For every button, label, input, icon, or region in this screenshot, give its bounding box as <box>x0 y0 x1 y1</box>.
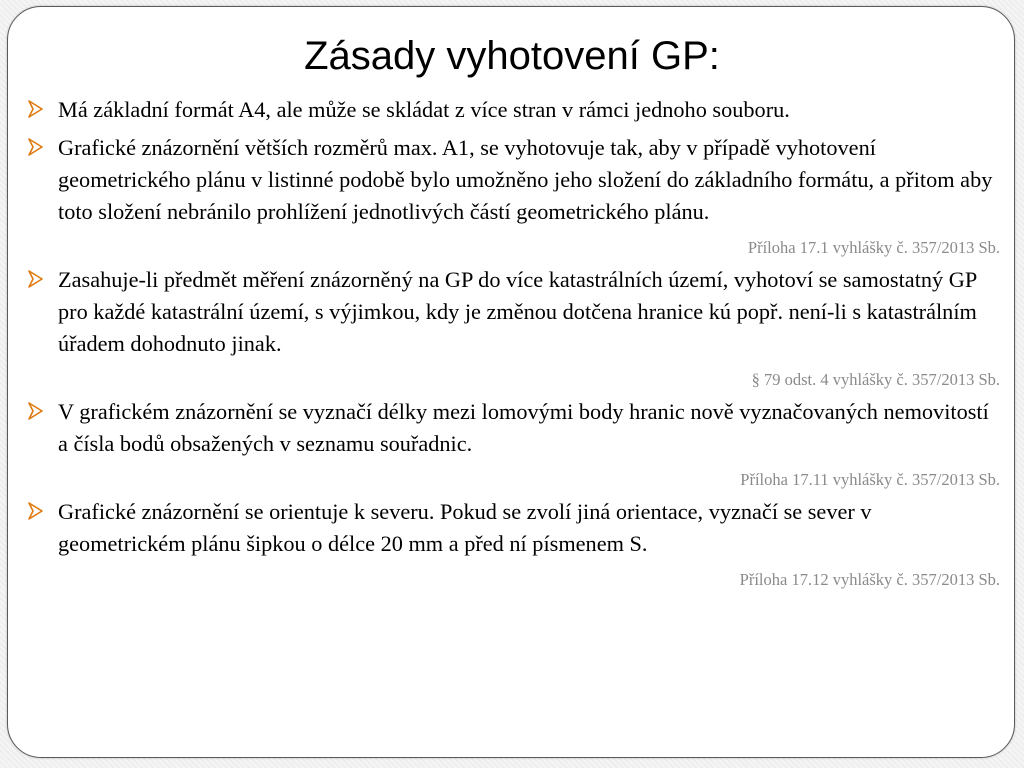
bullet-item <box>28 264 1000 360</box>
source-citation: Příloha 17.12 vyhlášky č. 357/2013 Sb. <box>739 570 1000 589</box>
arrow-bullet-icon <box>28 270 44 288</box>
source-citation: § 79 odst. 4 vyhlášky č. 357/2013 Sb. <box>751 370 1000 389</box>
bullet-text: Má základní formát A4, ale může se skládat z více stran v rámci jednoho souboru. <box>58 97 790 122</box>
bullet-text: Grafické znázornění větších rozměrů max. A1, se vyhotovuje tak, aby v případě vyhotovení geometrického plánu v listinné podobě bylo umožněno jeho složení do základního formátu, a přitom aby toto složení nebránilo prohlížení jednotlivých částí geometrického plánu. <box>58 135 993 224</box>
bullet-text: V grafickém znázornění se vyznačí délky mezi lomovými body hranic nově vyznačovaných nemovitostí a čísla bodů obsažených v seznamu souřadnic. <box>58 399 989 456</box>
arrow-bullet-icon <box>28 138 44 156</box>
slide-title: Zásady vyhotovení GP: <box>304 34 720 78</box>
bullet-text: Zasahuje-li předmět měření znázorněný na GP do více katastrálních území, vyhotoví se samostatný GP pro každé katastrální území, s výjimkou, kdy je změnou dotčena hranice kú popř. není-li s katastrálním úřadem dohodnuto jinak. <box>58 267 977 356</box>
bullet-list <box>28 94 1000 596</box>
bullet-item <box>28 396 1000 460</box>
bullet-text: Grafické znázornění se orientuje k severu. Pokud se zvolí jiná orientace, vyznačí se sever v geometrickém plánu šipkou o délce 20 mm a před ní písmenem S. <box>58 499 872 556</box>
source-citation: Příloha 17.1 vyhlášky č. 357/2013 Sb. <box>747 238 1000 257</box>
arrow-bullet-icon <box>28 402 44 420</box>
arrow-bullet-icon <box>28 502 44 520</box>
source-citation: Příloha 17.11 vyhlášky č. 357/2013 Sb. <box>740 470 1000 489</box>
bullet-item <box>28 496 1000 560</box>
arrow-bullet-icon <box>28 100 44 118</box>
bullet-item <box>28 94 1000 126</box>
bullet-item <box>28 132 1000 228</box>
